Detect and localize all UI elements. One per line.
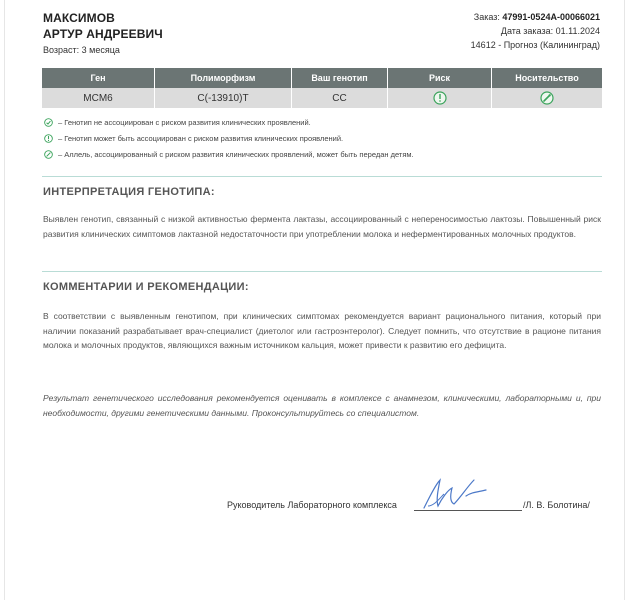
cell-carrier (492, 88, 603, 108)
cell-gene: MCM6 (42, 88, 155, 108)
legend (44, 114, 414, 162)
interpretation-title: ИНТЕРПРЕТАЦИЯ ГЕНОТИПА: (43, 186, 215, 198)
table-header-row (42, 68, 602, 88)
legend-text: – Генотип не ассоциирован с риском развития клинических проявлений. (58, 117, 311, 127)
header-carrier: Носительство (492, 68, 603, 88)
order-number-line (471, 10, 600, 24)
divider (42, 176, 602, 177)
header-genotype: Ваш генотип (292, 68, 388, 88)
legend-text: – Генотип может быть ассоциирован с риском развития клинических проявлений. (58, 133, 344, 143)
needle-circle-icon (540, 91, 554, 105)
order-number: 47991-0524A-00066021 (502, 12, 600, 22)
exclamation-circle-icon (433, 91, 447, 105)
legend-item (44, 114, 414, 130)
order-block (471, 10, 600, 52)
exclamation-circle-icon (44, 134, 53, 143)
table-row (42, 88, 602, 108)
legend-text: – Аллель, ассоциированный с риском развития клинических проявлений, может быть передан детям. (58, 149, 414, 159)
order-location: 14612 - Прогноз (Калининград) (470, 40, 600, 50)
interpretation-text: Выявлен генотип, связанный с низкой активностью фермента лактазы, ассоциированный с непереносимостью лактозы. Повышенный риск развития клинических симптомов лактазной недостаточности при употреблении молока и неферментированных молочных продуктов. (43, 214, 601, 239)
comments-text: В соответствии с выявленным генотипом, при клинических симптомах рекомендуется вариант рационального питания, который при наличии показаний разрабатывает врач-специалист (диетолог или гастроэнтеролог). Следует помнить, что отсутствие в рационе питания молока и молочных продуктов, являющихся важным источником кальция, может привести к развитию его дефицита. (43, 311, 601, 350)
patient-age: Возраст: 3 месяца (43, 45, 120, 55)
cell-genotype: CC (292, 88, 388, 108)
patient-given-names: АРТУР АНДРЕЕВИЧ (43, 27, 163, 41)
comments-title: КОММЕНТАРИИ И РЕКОМЕНДАЦИИ: (43, 281, 249, 293)
header-gene: Ген (42, 68, 155, 88)
patient-block (43, 10, 163, 55)
signature-image (416, 476, 496, 512)
signature-label: Руководитель Лабораторного комплекса (227, 500, 397, 510)
cell-polymorphism: C(-13910)T (155, 88, 292, 108)
signatory-name: /Л. В. Болотина/ (523, 500, 590, 510)
needle-circle-icon (44, 150, 53, 159)
legend-item (44, 146, 414, 162)
genotype-table (42, 68, 602, 108)
order-label: Заказ: (473, 12, 500, 22)
patient-surname: МАКСИМОВ (43, 11, 115, 25)
disclaimer-note: Результат генетического исследования рекомендуется оценивать в комплексе с анамнезом, клиническими, лабораторными и, при необходимости, другими генетическими данными. Проконсультируйтесь со специалистом. (43, 393, 601, 418)
check-circle-icon (44, 118, 53, 127)
order-date: Дата заказа: 01.11.2024 (500, 26, 600, 36)
divider (42, 271, 602, 272)
cell-risk (388, 88, 492, 108)
header-polymorphism: Полиморфизм (155, 68, 292, 88)
legend-item (44, 130, 414, 146)
signature-line (414, 510, 522, 511)
header-risk: Риск (388, 68, 492, 88)
